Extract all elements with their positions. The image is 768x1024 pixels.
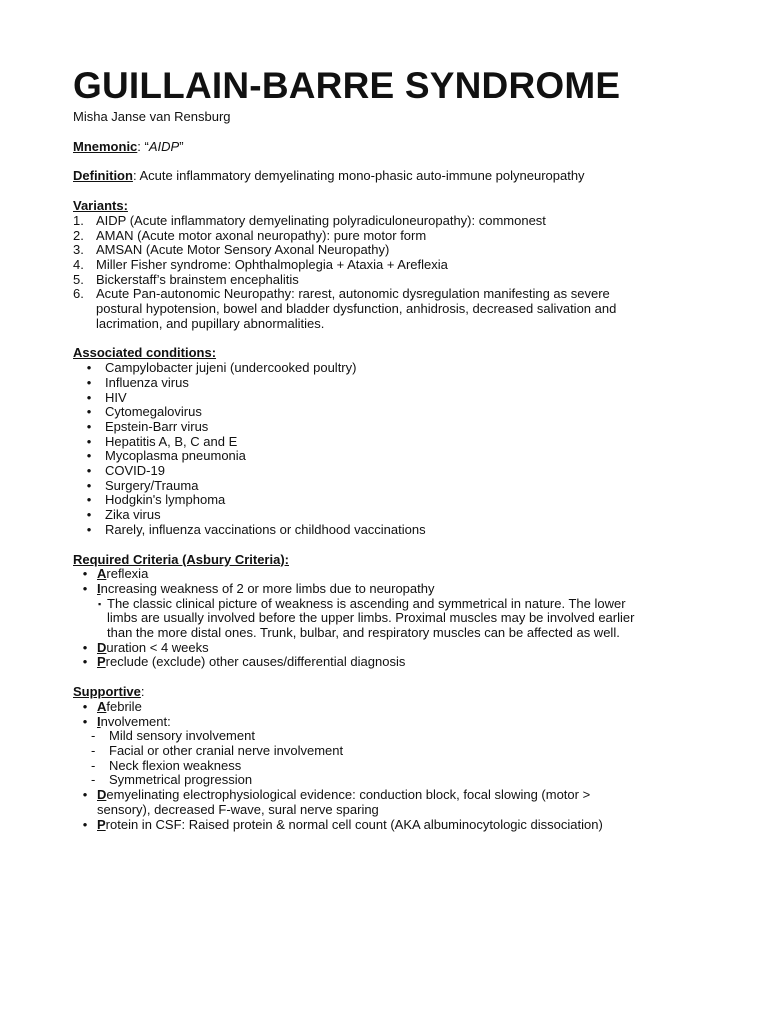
mnemonic-label: Mnemonic xyxy=(73,138,138,154)
mnemonic-value: AIDP xyxy=(148,138,180,154)
document-title: GUILLAIN-BARRE SYNDROME xyxy=(73,65,621,106)
sub-list-item xyxy=(73,759,708,774)
author-name: Misha Janse van Rensburg xyxy=(73,108,231,124)
list-item xyxy=(73,493,708,508)
item-text: AMSAN (Acute Motor Sensory Axonal Neuropathy) xyxy=(96,242,390,258)
item-text-continued: lacrimation, and pupillary abnormalities. xyxy=(96,315,325,331)
list-item xyxy=(73,700,708,715)
item-text: Miller Fisher syndrome: Ophthalmoplegia + Ataxia + Areflexia xyxy=(96,256,448,272)
variants-list xyxy=(73,214,708,332)
list-item xyxy=(73,376,708,391)
bullet: • xyxy=(86,418,92,434)
list-item xyxy=(73,582,708,597)
variants-heading-colon: : xyxy=(123,198,128,214)
bullet: • xyxy=(82,816,88,832)
item-text: COVID-19 xyxy=(105,463,165,479)
square-bullet: ▪ xyxy=(98,598,102,609)
mnemonic-letter: A xyxy=(97,566,107,582)
item-text-continued: postural hypotension, bowel and bladder dysfunction, anhidrosis, decreased salivation and xyxy=(96,301,617,317)
definition-label: Definition xyxy=(73,168,133,184)
item-text: febrile xyxy=(106,698,142,714)
mnemonic-letter: A xyxy=(97,698,107,714)
item-number: 6. xyxy=(73,286,84,302)
list-item xyxy=(73,258,708,273)
list-item xyxy=(73,214,708,229)
list-item xyxy=(73,818,708,833)
bullet: • xyxy=(82,639,88,655)
required-heading-label: Required Criteria (Asbury Criteria): xyxy=(73,551,289,567)
item-text: Facial or other cranial nerve involvement xyxy=(109,743,344,758)
list-item xyxy=(73,788,708,803)
item-number: 3. xyxy=(73,242,84,258)
item-number: 4. xyxy=(73,256,84,272)
item-text: Rarely, influenza vaccinations or childhood vaccinations xyxy=(105,521,426,537)
item-text: uration < 4 weeks xyxy=(106,639,209,655)
item-text: Mild sensory involvement xyxy=(109,728,255,744)
supportive-list xyxy=(73,700,708,832)
required-heading xyxy=(73,553,708,568)
supportive-heading-label: Supportive xyxy=(73,684,141,700)
list-item xyxy=(73,655,708,670)
list-item xyxy=(73,361,708,376)
list-item xyxy=(73,715,708,730)
list-item xyxy=(73,273,708,288)
item-text: Mycoplasma pneumonia xyxy=(105,448,246,464)
item-number: 2. xyxy=(73,227,84,243)
item-text: Surgery/Trauma xyxy=(105,477,199,493)
mnemonic-letter: P xyxy=(97,816,106,832)
item-text: Influenza virus xyxy=(105,374,189,390)
item-number: 1. xyxy=(73,212,84,228)
bullet: • xyxy=(86,433,92,449)
sub-list-item xyxy=(73,744,708,759)
bullet: • xyxy=(86,477,92,493)
associated-list xyxy=(73,361,708,537)
list-item xyxy=(73,420,708,435)
bullet: • xyxy=(86,360,92,376)
item-text-continued: limbs are usually involved before the upper limbs. Proximal muscles may be involved earlier xyxy=(107,610,635,626)
bullet: • xyxy=(82,713,88,729)
item-text-continued: sensory), decreased F-wave, sural nerve sparing xyxy=(97,801,379,817)
list-item xyxy=(73,229,708,244)
bullet: • xyxy=(86,507,92,523)
mnemonic-letter: P xyxy=(97,654,106,670)
item-text: nvolvement: xyxy=(100,713,171,729)
bullet: • xyxy=(86,463,92,479)
bullet: • xyxy=(86,404,92,420)
associated-heading xyxy=(73,346,708,361)
supportive-heading xyxy=(73,685,708,700)
item-text: reclude (exclude) other causes/differential diagnosis xyxy=(105,654,406,670)
mnemonic-letter: D xyxy=(97,787,107,803)
bullet: • xyxy=(82,698,88,714)
list-item xyxy=(73,641,708,656)
bullet: • xyxy=(86,448,92,464)
dash-bullet: - xyxy=(91,743,96,758)
bullet: • xyxy=(82,566,88,582)
item-text: emyelinating electrophysiological evidence: conduction block, focal slowing (motor > xyxy=(106,787,591,803)
dash-bullet: - xyxy=(91,757,96,773)
dash-bullet: - xyxy=(91,772,96,788)
item-text: reflexia xyxy=(106,566,149,582)
item-text: Acute Pan-autonomic Neuropathy: rarest, autonomic dysregulation manifesting as severe xyxy=(96,286,610,302)
item-text-continued: than the more distal ones. Trunk, bulbar, and respiratory muscles can be affected as well. xyxy=(107,625,620,641)
variants-heading xyxy=(73,199,708,214)
list-item xyxy=(73,479,708,494)
supportive-heading-colon: : xyxy=(140,684,145,700)
item-text: Epstein-Barr virus xyxy=(105,418,209,434)
sub-list-item xyxy=(73,729,708,744)
list-item xyxy=(73,567,708,582)
dash-bullet: - xyxy=(91,728,96,744)
item-text: Symmetrical progression xyxy=(109,772,253,788)
list-item xyxy=(73,464,708,479)
sub-list-item xyxy=(73,597,708,612)
list-item xyxy=(73,508,708,523)
list-item xyxy=(73,243,708,258)
list-item xyxy=(73,435,708,450)
item-text: The classic clinical picture of weakness is ascending and symmetrical in nature. The lower xyxy=(107,595,626,611)
item-text: Bickerstaff’s brainstem encephalitis xyxy=(96,271,299,287)
list-item xyxy=(73,391,708,406)
associated-heading-label: Associated conditions: xyxy=(73,345,217,361)
bullet: • xyxy=(86,389,92,405)
list-item xyxy=(73,287,708,302)
mnemonic-letter: I xyxy=(97,713,101,729)
definition-line xyxy=(73,169,708,184)
item-text: Neck flexion weakness xyxy=(109,757,242,773)
item-text: HIV xyxy=(105,389,127,405)
definition-text: : Acute inflammatory demyelinating mono-phasic auto-immune polyneuropathy xyxy=(132,168,585,184)
bullet: • xyxy=(82,654,88,670)
sub-list-item xyxy=(73,773,708,788)
item-number: 5. xyxy=(73,271,84,287)
mnemonic-line xyxy=(73,140,708,155)
item-text: rotein in CSF: Raised protein & normal cell count (AKA albuminocytologic dissociation) xyxy=(105,816,603,832)
item-text: Hepatitis A, B, C and E xyxy=(105,433,238,449)
mnemonic-letter: D xyxy=(97,639,107,655)
bullet: • xyxy=(86,521,92,537)
variants-heading-label: Variants xyxy=(73,198,124,214)
mnemonic-close: ” xyxy=(179,138,184,154)
item-text: ncreasing weakness of 2 or more limbs due to neuropathy xyxy=(100,580,435,596)
item-text: AMAN (Acute motor axonal neuropathy): pure motor form xyxy=(96,227,427,243)
bullet: • xyxy=(86,374,92,390)
bullet: • xyxy=(82,580,88,596)
item-text: Zika virus xyxy=(105,507,161,523)
mnemonic-letter: I xyxy=(97,580,101,596)
item-text: Campylobacter jujeni (undercooked poultry) xyxy=(105,360,357,376)
bullet: • xyxy=(86,492,92,508)
list-item xyxy=(73,405,708,420)
item-text: Hodgkin's lymphoma xyxy=(105,492,226,508)
item-text: AIDP (Acute inflammatory demyelinating polyradiculoneuropathy): commonest xyxy=(96,212,546,228)
mnemonic-sep: : “ xyxy=(137,138,149,154)
list-item xyxy=(73,523,708,538)
list-item xyxy=(73,449,708,464)
bullet: • xyxy=(82,787,88,803)
required-list xyxy=(73,567,708,670)
item-text: Cytomegalovirus xyxy=(105,404,202,420)
